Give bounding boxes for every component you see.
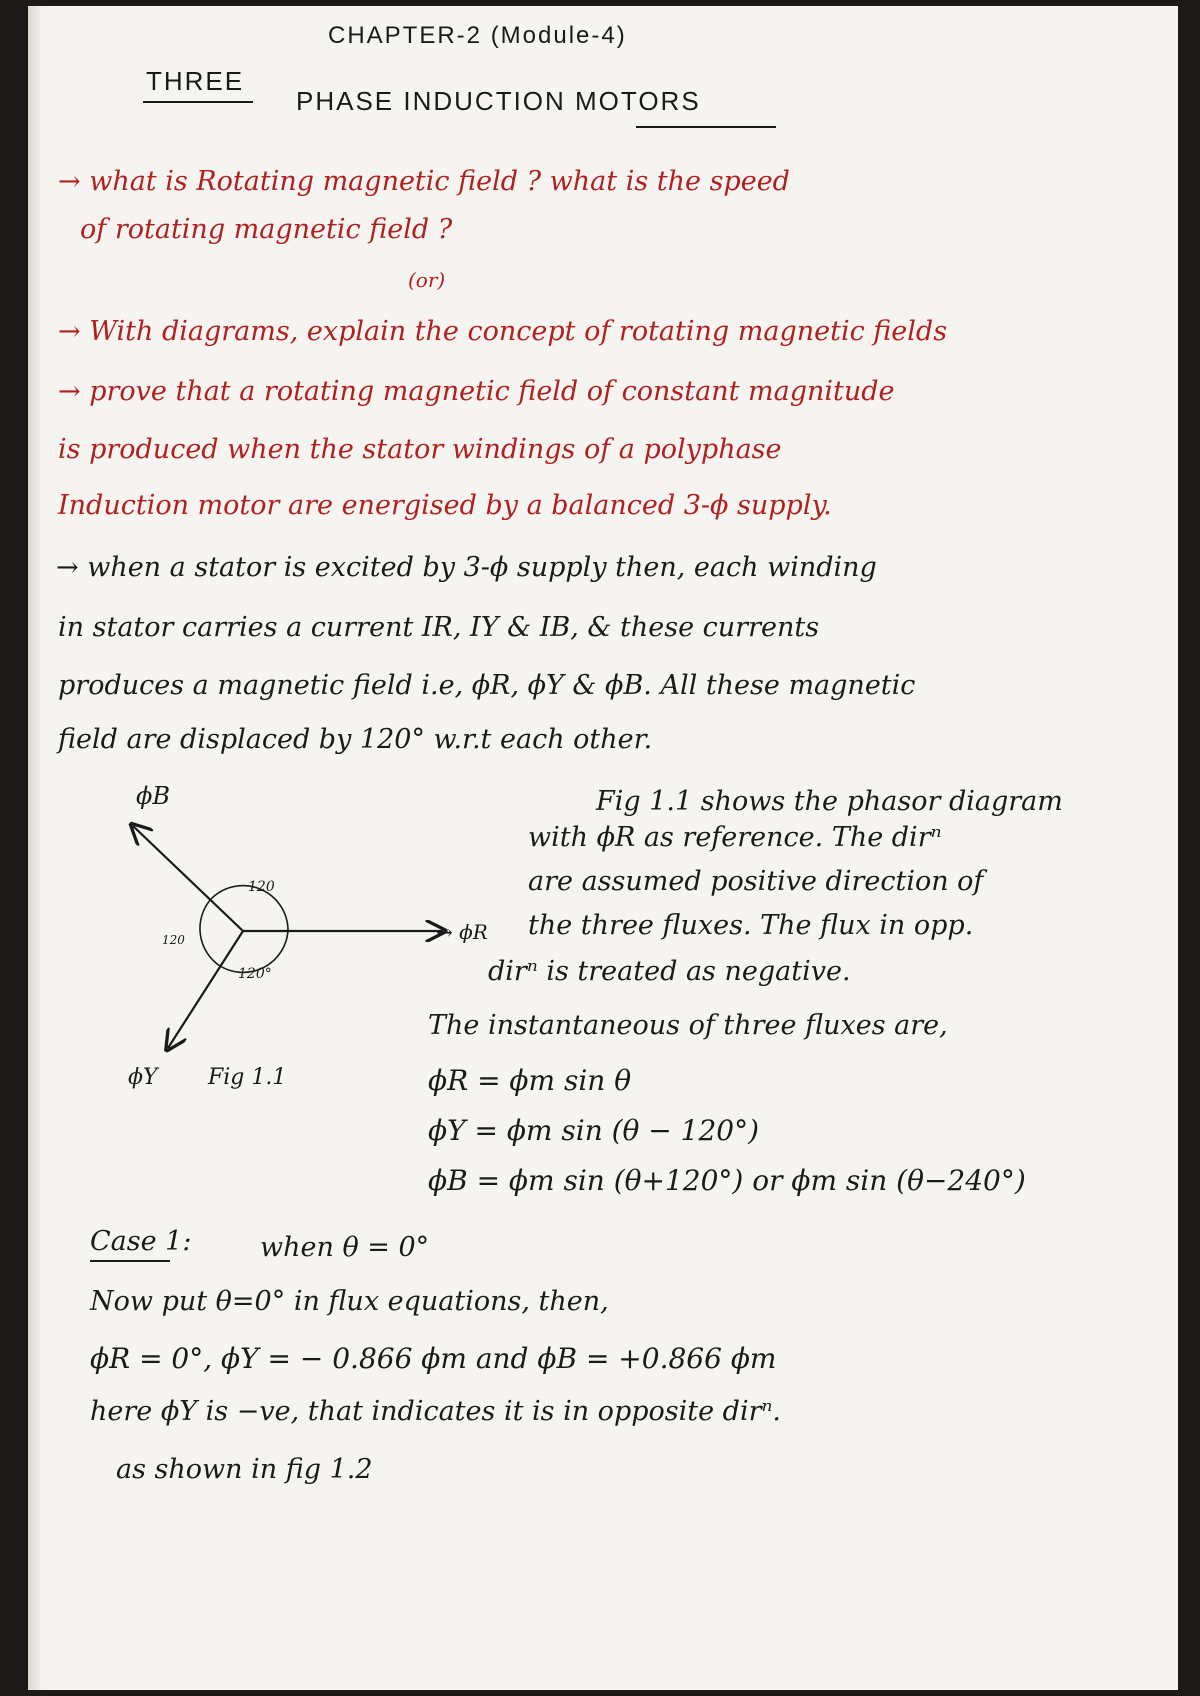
desc-line-3: are assumed positive direction of (528, 866, 984, 897)
label-phi-r: → ϕR (436, 920, 488, 944)
chapter-heading: CHAPTER-2 (Module-4) (328, 22, 627, 49)
phasor-y-arrow (168, 931, 243, 1048)
angle-label-left: 120 (162, 933, 185, 947)
label-phi-b: ϕB (136, 782, 170, 810)
title-underline-2 (636, 126, 776, 128)
angle-label-bottom: 120° (238, 966, 272, 982)
title-three: THREE (146, 66, 245, 96)
question-1: → what is Rotating magnetic field ? what is the speed (58, 166, 790, 197)
equation-phi-r: ϕR = ϕm sin θ (428, 1064, 632, 1097)
body-line-4: field are displaced by 120° w.r.t each other. (58, 724, 653, 755)
title-main: PHASE INDUCTION MOTORS (296, 86, 701, 116)
question-2: → With diagrams, explain the concept of rotating magnetic fields (58, 316, 948, 347)
page-edge-shadow (28, 6, 42, 1690)
case-line-1: Now put θ=0° in flux equations, then, (90, 1286, 609, 1317)
question-3-cont-1: is produced when the stator windings of a polyphase (58, 434, 782, 465)
desc-line-1: Fig 1.1 shows the phasor diagram (596, 786, 1063, 817)
or-separator: (or) (408, 268, 446, 292)
notebook-page (28, 6, 1178, 1690)
phasor-b-arrow (133, 826, 243, 931)
desc-line-6: The instantaneous of three fluxes are, (428, 1010, 948, 1041)
case-line-3: here ϕY is −ve, that indicates it is in opposite dirⁿ. (90, 1396, 782, 1427)
desc-line-2: with ϕR as reference. The dirⁿ (528, 822, 942, 853)
body-line-3: produces a magnetic field i.e, ϕR, ϕY & ϕB. All these magnetic (58, 670, 916, 701)
desc-line-5: dirⁿ is treated as negative. (488, 956, 851, 987)
question-3: → prove that a rotating magnetic field of constant magnitude (58, 376, 895, 407)
equation-phi-y: ϕY = ϕm sin (θ − 120°) (428, 1114, 760, 1147)
case-label: Case 1: (90, 1226, 192, 1257)
body-line-1: → when a stator is excited by 3-ϕ supply then, each winding (56, 552, 877, 583)
label-phi-y: ϕY (128, 1065, 158, 1090)
body-line-2: in stator carries a current IR, IY & IB, & these currents (58, 612, 820, 643)
figure-caption: Fig 1.1 (208, 1065, 287, 1090)
question-1-cont: of rotating magnetic field ? (80, 214, 453, 245)
angle-label-top: 120 (248, 879, 275, 895)
case-line-2: ϕR = 0°, ϕY = − 0.866 ϕm and ϕB = +0.866 ϕm (90, 1342, 777, 1375)
case-line-4: as shown in fig 1.2 (116, 1454, 373, 1485)
case-underline (90, 1260, 170, 1262)
desc-line-4: the three fluxes. The flux in opp. (528, 910, 974, 941)
phasor-diagram (88, 766, 528, 1106)
angle-arc-by (200, 899, 220, 966)
equation-phi-b: ϕB = ϕm sin (θ+120°) or ϕm sin (θ−240°) (428, 1164, 1026, 1197)
question-3-cont-2: Induction motor are energised by a balanced 3-ϕ supply. (58, 490, 832, 521)
case-condition: when θ = 0° (260, 1232, 430, 1263)
title-underline-1 (143, 101, 253, 103)
